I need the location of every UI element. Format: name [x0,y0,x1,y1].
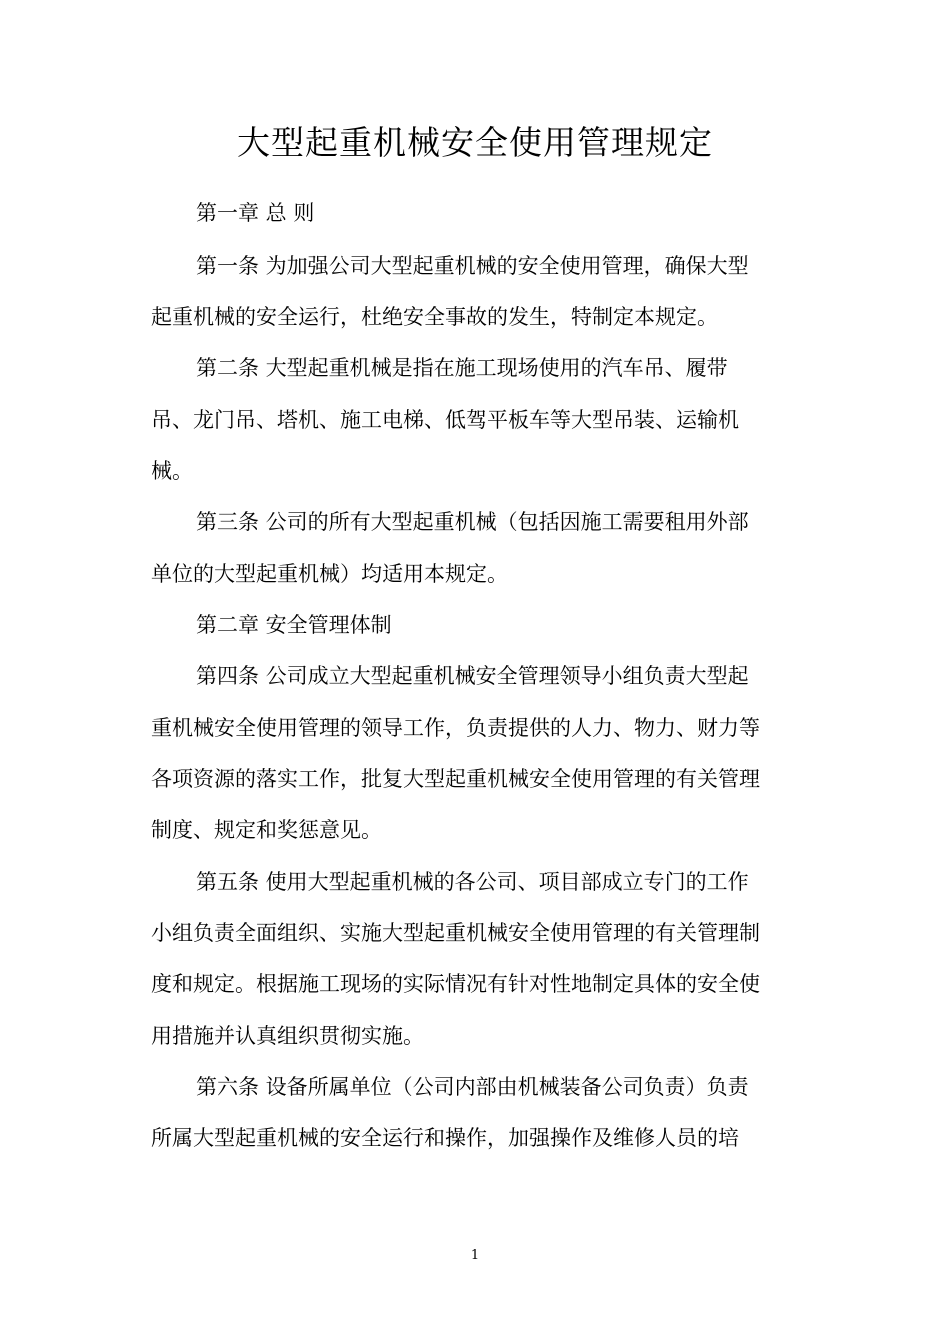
article-1-line-2: 起重机械的安全运行，杜绝安全事故的发生，特制定本规定。 [151,305,718,329]
article-2-line-1: 第二条 大型起重机械是指在施工现场使用的汽车吊、履带 [196,356,728,380]
article-4-line-1: 第四条 公司成立大型起重机械安全管理领导小组负责大型起 [196,664,749,688]
document-title: 大型起重机械安全使用管理规定 [237,123,713,162]
chapter-2-heading: 第二章 安全管理体制 [196,613,392,637]
article-1-line-1: 第一条 为加强公司大型起重机械的安全使用管理，确保大型 [196,254,749,278]
page-number: 1 [470,1248,480,1263]
article-5-line-1: 第五条 使用大型起重机械的各公司、项目部成立专门的工作 [196,870,749,894]
article-3-line-1: 第三条 公司的所有大型起重机械（包括因施工需要租用外部 [196,510,749,534]
article-2-line-2: 吊、龙门吊、塔机、施工电梯、低驾平板车等大型吊装、运输机 [151,408,739,432]
article-2-line-3: 械。 [151,459,193,483]
article-3-line-2: 单位的大型起重机械）均适用本规定。 [151,562,508,586]
article-6-line-2: 所属大型起重机械的安全运行和操作，加强操作及维修人员的培 [151,1126,739,1150]
article-4-line-2: 重机械安全使用管理的领导工作，负责提供的人力、物力、财力等 [151,716,760,740]
article-6-line-1: 第六条 设备所属单位（公司内部由机械装备公司负责）负责 [196,1075,749,1099]
article-5-line-3: 度和规定。根据施工现场的实际情况有针对性地制定具体的安全使 [151,972,760,996]
article-5-line-2: 小组负责全面组织、实施大型起重机械安全使用管理的有关管理制 [151,921,760,945]
chapter-1-heading: 第一章 总 则 [196,201,315,225]
article-4-line-3: 各项资源的落实工作，批复大型起重机械安全使用管理的有关管理 [151,767,760,791]
article-5-line-4: 用措施并认真组织贯彻实施。 [151,1024,424,1048]
article-4-line-4: 制度、规定和奖惩意见。 [151,818,382,842]
